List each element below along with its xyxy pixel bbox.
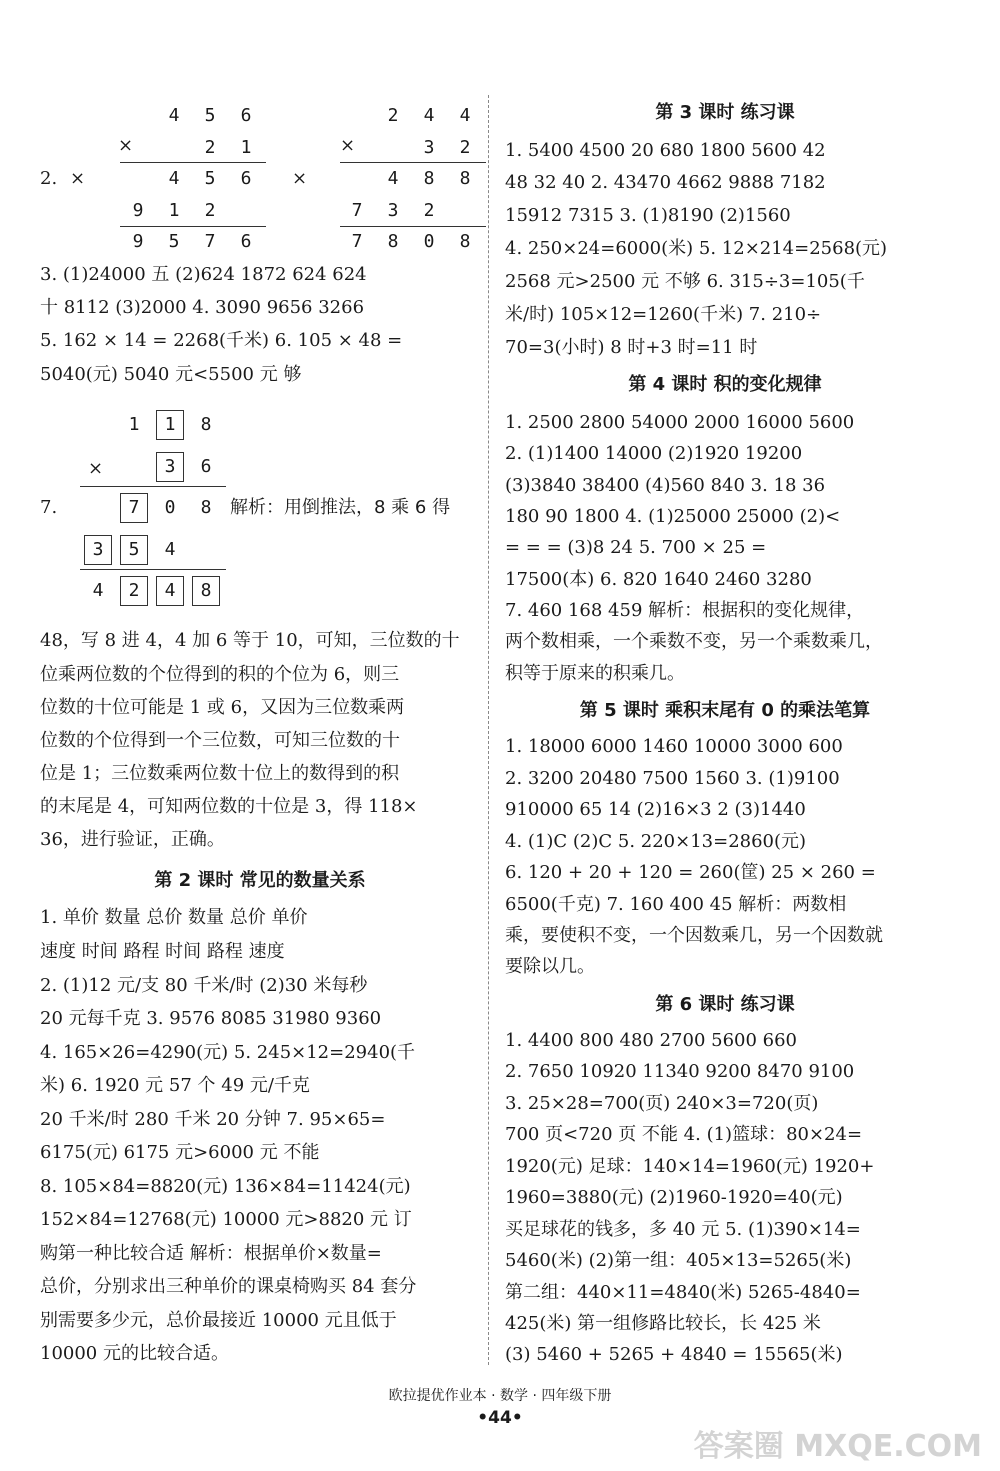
item-2-label: 2. xyxy=(40,168,58,189)
answer-line: 速度 时间 路程 时间 路程 速度 xyxy=(40,941,285,962)
digit: 8 xyxy=(459,168,471,189)
answer-line: 2. (1)1400 14000 (2)1920 19200 xyxy=(505,443,803,464)
rule xyxy=(80,569,226,570)
answer-line: 425(米) 第一组修路比较长，长 425 米 xyxy=(505,1313,821,1334)
digit: 2 xyxy=(459,137,471,158)
answer-line: 8. 105×84=8820(元) 136×84=11424(元) xyxy=(40,1176,411,1197)
digit: 9 xyxy=(132,200,144,221)
answer-line: 20 元每千克 3. 9576 8085 31980 9360 xyxy=(40,1008,382,1029)
digit: 3 xyxy=(387,200,399,221)
digit: 4 xyxy=(168,168,180,189)
answer-line: 5040(元) 5040 元<5500 元 够 xyxy=(40,364,302,385)
answer-line: 910000 65 14 (2)16×3 2 (3)1440 xyxy=(505,799,806,820)
digit: 4 xyxy=(92,580,104,601)
digit: 5 xyxy=(204,105,216,126)
explanation-line: 位乘两位数的个位得到的积的个位为 6，则三 xyxy=(40,664,400,685)
answer-line: 180 90 1800 4. (1)25000 25000 (2)< xyxy=(505,506,841,527)
item-7-label: 7. xyxy=(40,497,58,518)
watermark: 答案圈 MXQE.COM xyxy=(693,1429,982,1464)
digit: 2 xyxy=(423,200,435,221)
digit: 7 xyxy=(351,231,363,252)
digit: 6 xyxy=(200,456,212,477)
page-number: •44• xyxy=(477,1408,523,1428)
times-sign: × xyxy=(88,458,104,479)
explanation-line: 位是 1；三位数乘两位数十位上的数得到的积 xyxy=(40,763,400,784)
digit-box: 7 xyxy=(120,493,148,523)
digit: 4 xyxy=(387,168,399,189)
answer-line: 2. (1)12 元/支 80 千米/时 (2)30 米每秒 xyxy=(40,975,368,996)
digit: 0 xyxy=(423,231,435,252)
digit: 2 xyxy=(204,137,216,158)
times-sign: × xyxy=(118,135,134,156)
answer-line: 买足球花的钱多，多 40 元 5. (1)390×14= xyxy=(505,1219,861,1240)
answer-line: 第二组：440×11=4840(米) 5265-4840= xyxy=(505,1282,861,1303)
rule xyxy=(340,162,486,163)
explanation-line: 的末尾是 4，可知两位数的十位是 3，得 118× xyxy=(40,796,418,817)
answer-line: 两个数相乘，一个乘数不变，另一个乘数乘几， xyxy=(505,631,883,652)
digit: 0 xyxy=(164,497,176,518)
digit: 1 xyxy=(240,137,252,158)
answer-line: = = = (3)8 24 5. 700 × 25 = xyxy=(505,537,767,558)
lesson-4-title: 第 4 课时 积的变化规律 xyxy=(628,374,822,395)
digit-box: 3 xyxy=(84,535,112,565)
digit: 8 xyxy=(200,414,212,435)
answer-line: 4. (1)C (2)C 5. 220×13=2860(元) xyxy=(505,831,807,852)
explanation-line: 48，写 8 进 4，4 加 6 等于 10，可知，三位数的十 xyxy=(40,630,460,651)
rule xyxy=(120,226,266,227)
digit: 5 xyxy=(204,168,216,189)
times-sign: × xyxy=(70,168,86,189)
answer-line: 十 8112 (3)2000 4. 3090 9656 3266 xyxy=(40,297,365,318)
digit: 2 xyxy=(387,105,399,126)
answer-line: 米/时) 105×12=1260(千米) 7. 210÷ xyxy=(505,304,822,325)
digit-box: 8 xyxy=(192,576,220,606)
answer-line: 1. 5400 4500 20 680 1800 5600 42 xyxy=(505,140,826,161)
answer-line: 1. 2500 2800 54000 2000 16000 5600 xyxy=(505,412,855,433)
answer-line: 7. 460 168 459 解析：根据积的变化规律， xyxy=(505,600,865,621)
answer-line: 6500(千克) 7. 160 400 45 解析：两数相 xyxy=(505,894,847,915)
digit-box: 3 xyxy=(156,452,184,482)
digit-box: 5 xyxy=(120,535,148,565)
lesson-2-title: 第 2 课时 常见的数量关系 xyxy=(154,870,366,891)
digit: 4 xyxy=(459,105,471,126)
digit: 1 xyxy=(128,414,140,435)
rule xyxy=(340,226,486,227)
rule xyxy=(120,162,266,163)
answer-line: 17500(本) 6. 820 1640 2460 3280 xyxy=(505,569,812,590)
rule xyxy=(80,486,226,487)
answer-line: 购第一种比较合适 解析：根据单价×数量= xyxy=(40,1243,382,1264)
answer-line: 别需要多少元，总价最接近 10000 元且低于 xyxy=(40,1310,397,1331)
digit: 6 xyxy=(240,105,252,126)
answer-line: 3. 25×28=700(页) 240×3=720(页) xyxy=(505,1093,819,1114)
digit: 8 xyxy=(459,231,471,252)
answer-line: 6. 120 + 20 + 120 = 260(筐) 25 × 260 = xyxy=(505,862,876,883)
answer-line: 5. 162 × 14 = 2268(千米) 6. 105 × 48 = xyxy=(40,330,403,351)
answer-line: 1960=3880(元) (2)1960-1920=40(元) xyxy=(505,1187,843,1208)
book-footer: 欧拉提优作业本 · 数学 · 四年级下册 xyxy=(388,1388,612,1404)
answer-line: 1. 4400 800 480 2700 5600 660 xyxy=(505,1030,797,1051)
digit: 3 xyxy=(423,137,435,158)
lesson-6-title: 第 6 课时 练习课 xyxy=(655,994,795,1015)
digit: 4 xyxy=(168,105,180,126)
digit: 8 xyxy=(200,497,212,518)
answer-line: (3)3840 38400 (4)560 840 3. 18 36 xyxy=(505,475,826,496)
explanation-line: 位数的十位可能是 1 或 6，又因为三位数乘两 xyxy=(40,697,405,718)
digit: 6 xyxy=(240,168,252,189)
answer-line: 3. (1)24000 五 (2)624 1872 624 624 xyxy=(40,264,367,285)
explanation-line: 36，进行验证，正确。 xyxy=(40,829,225,850)
digit: 8 xyxy=(423,168,435,189)
answer-line: 6175(元) 6175 元>6000 元 不能 xyxy=(40,1142,320,1163)
answer-line: 10000 元的比较合适。 xyxy=(40,1343,229,1364)
explanation-line: 位数的个位得到一个三位数，可知三位数的十 xyxy=(40,730,400,751)
digit: 4 xyxy=(423,105,435,126)
digit: 7 xyxy=(351,200,363,221)
lesson-3-title: 第 3 课时 练习课 xyxy=(655,102,795,123)
answer-line: 4. 250×24=6000(米) 5. 12×214=2568(元) xyxy=(505,238,888,259)
digit: 8 xyxy=(387,231,399,252)
times-sign: × xyxy=(340,135,356,156)
digit-box: 1 xyxy=(156,410,184,440)
digit: 9 xyxy=(132,231,144,252)
analysis-text: 解析：用倒推法，8 乘 6 得 xyxy=(230,497,451,518)
answer-line: (3) 5460 + 5265 + 4840 = 15565(米) xyxy=(505,1344,843,1365)
digit: 7 xyxy=(204,231,216,252)
times-sign: × xyxy=(292,168,308,189)
answer-line: 2. 7650 10920 11340 9200 8470 9100 xyxy=(505,1061,855,1082)
answer-line: 4. 165×26=4290(元) 5. 245×12=2940(千 xyxy=(40,1042,416,1063)
digit: 1 xyxy=(168,200,180,221)
answer-line: 乘，要使积不变，一个因数乘几，另一个因数就 xyxy=(505,925,883,946)
digit-box: 2 xyxy=(120,576,148,606)
digit: 5 xyxy=(168,231,180,252)
answer-line: 要除以几。 xyxy=(505,956,595,977)
answer-line: 70=3(小时) 8 时+3 时=11 时 xyxy=(505,337,758,358)
answer-line: 5460(米) (2)第一组：405×13=5265(米) xyxy=(505,1250,852,1271)
answer-line: 1920(元) 足球：140×14=1960(元) 1920+ xyxy=(505,1156,875,1177)
answer-line: 1. 单价 数量 总价 数量 总价 单价 xyxy=(40,907,308,928)
answer-line: 1. 18000 6000 1460 10000 3000 600 xyxy=(505,736,843,757)
answer-line: 米) 6. 1920 元 57 个 49 元/千克 xyxy=(40,1075,310,1096)
answer-line: 总价，分别求出三种单价的课桌椅购买 84 套分 xyxy=(40,1276,417,1297)
answer-line: 积等于原来的积乘几。 xyxy=(505,663,685,684)
answer-line: 48 32 40 2. 43470 4662 9888 7182 xyxy=(505,172,826,193)
answer-line: 700 页<720 页 不能 4. (1)篮球：80×24= xyxy=(505,1124,863,1145)
answer-line: 2568 元>2500 元 不够 6. 315÷3=105(千 xyxy=(505,271,865,292)
digit-box: 4 xyxy=(156,576,184,606)
answer-line: 20 千米/时 280 千米 20 分钟 7. 95×65= xyxy=(40,1109,386,1130)
lesson-5-title: 第 5 课时 乘积末尾有 0 的乘法笔算 xyxy=(579,700,871,721)
digit: 6 xyxy=(240,231,252,252)
digit: 4 xyxy=(164,539,176,560)
answer-line: 152×84=12768(元) 10000 元>8820 元 订 xyxy=(40,1209,412,1230)
answer-line: 2. 3200 20480 7500 1560 3. (1)9100 xyxy=(505,768,840,789)
answer-line: 15912 7315 3. (1)8190 (2)1560 xyxy=(505,205,791,226)
column-divider xyxy=(488,95,489,1365)
digit: 2 xyxy=(204,200,216,221)
